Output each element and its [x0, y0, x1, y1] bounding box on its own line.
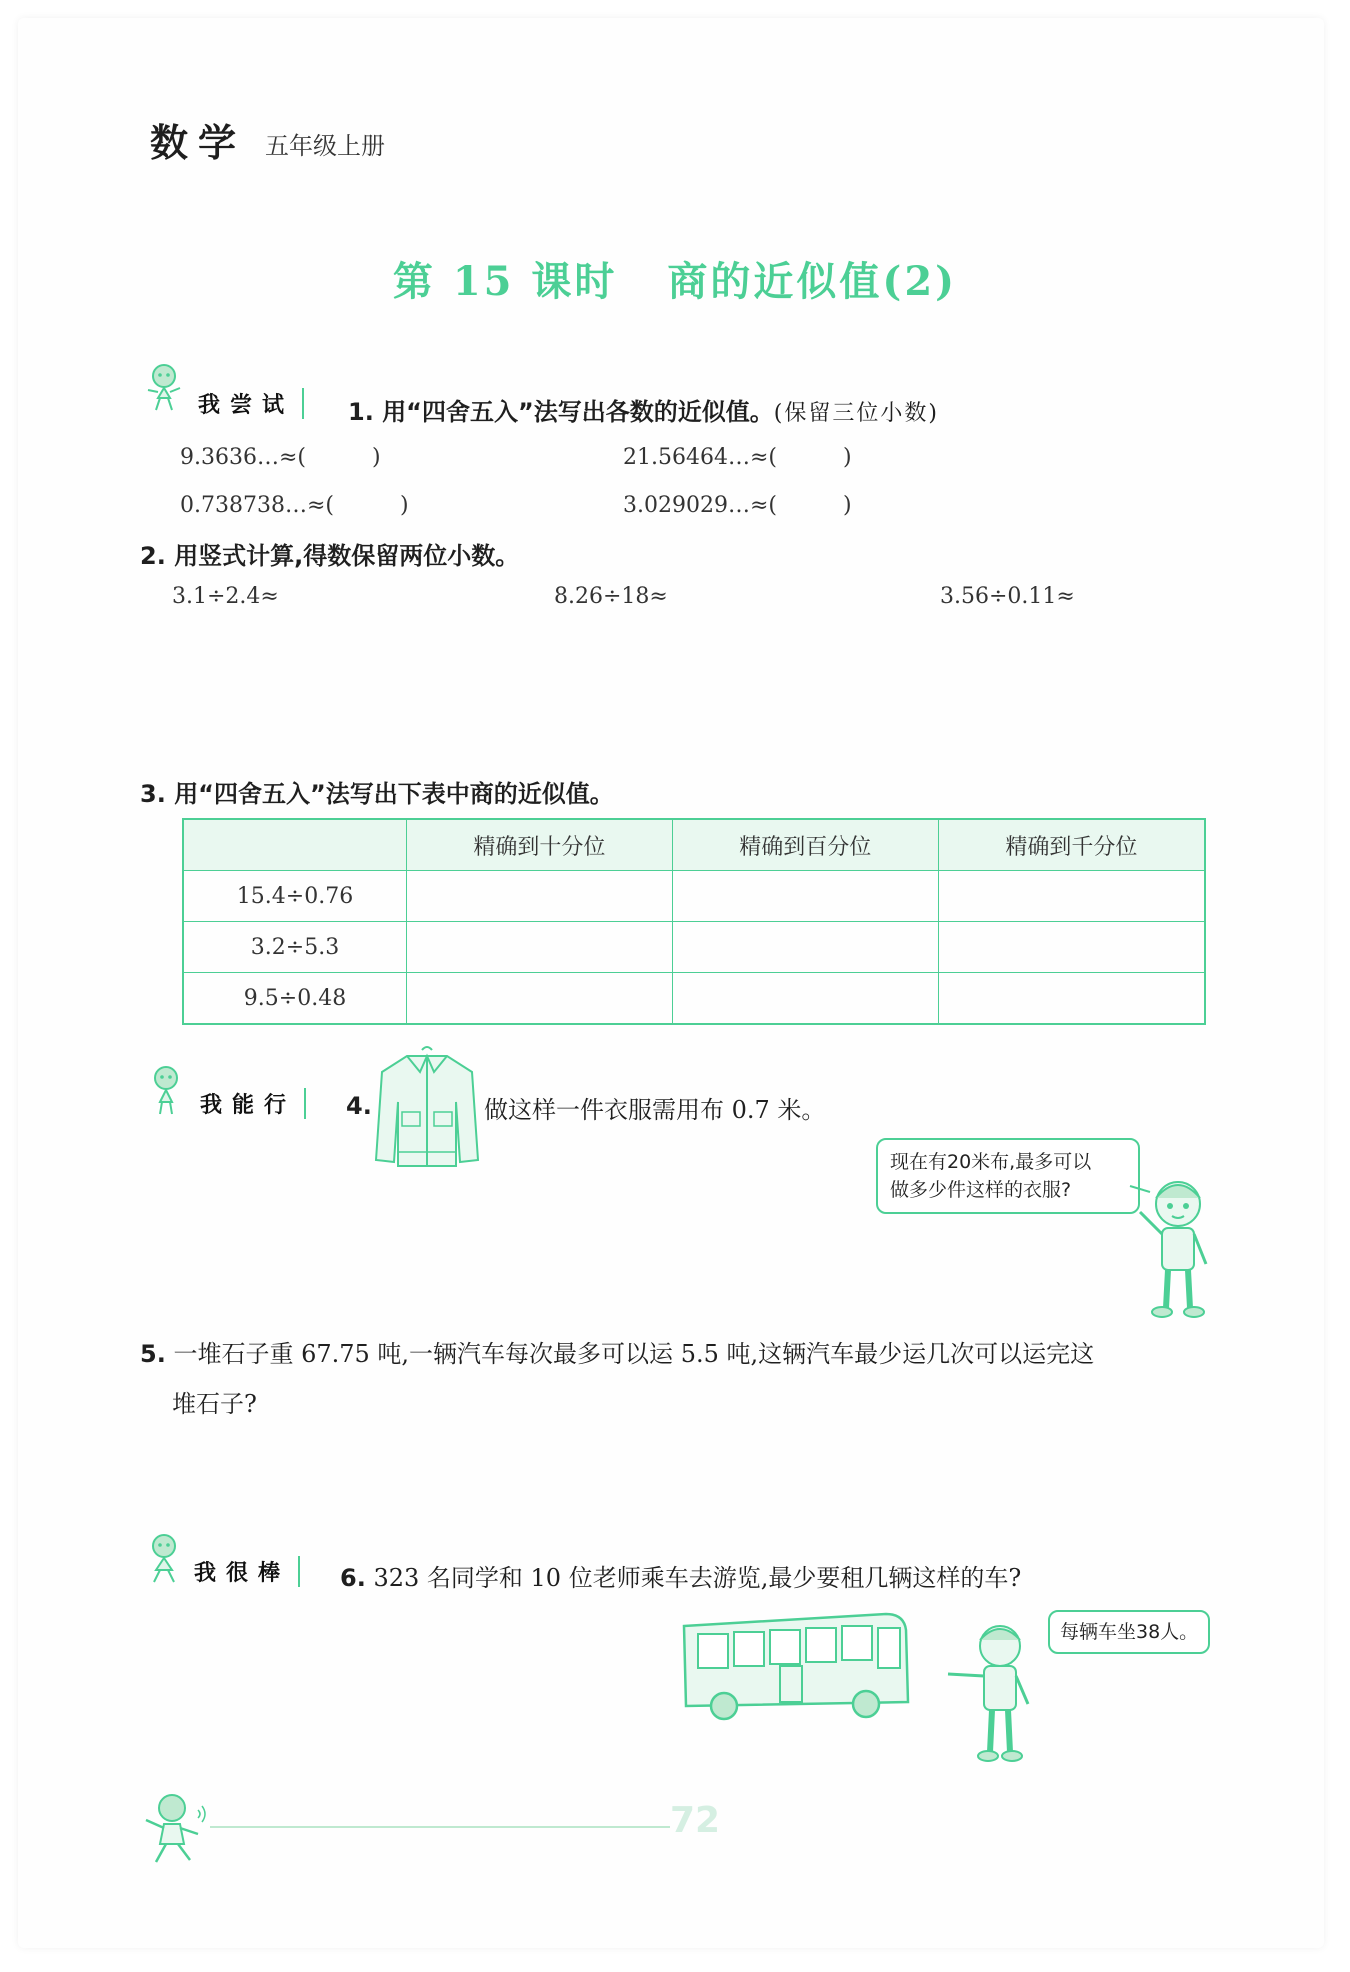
q1-item: 9.3636…≈( ) — [180, 445, 381, 470]
lesson-title — [0, 250, 1350, 307]
running-child-icon — [138, 1790, 208, 1866]
q6-speech-bubble: 每辆车坐38人。 — [1048, 1610, 1210, 1654]
table-header-cell: 精确到百分位 — [672, 819, 938, 871]
answer-cell[interactable] — [672, 871, 938, 922]
answer-cell[interactable] — [407, 922, 673, 973]
grade-subtitle: 五年级上册 — [265, 132, 385, 160]
row-expression: 3.2÷5.3 — [183, 922, 407, 973]
q5-number: 5. — [140, 1340, 166, 1368]
girl-mascot-icon — [140, 360, 188, 414]
boy-character-icon — [1126, 1172, 1226, 1322]
q5-line1: 一堆石子重 67.75 吨,一辆汽车每次最多可以运 5.5 吨,这辆汽车最少运几次可以运完这 — [173, 1340, 1095, 1368]
answer-cell[interactable] — [407, 871, 673, 922]
section-great-label: 我很棒 — [194, 1556, 300, 1587]
approximation-table — [182, 818, 1206, 1025]
answer-cell[interactable] — [938, 973, 1205, 1025]
answer-cell[interactable] — [407, 973, 673, 1025]
q2-expression: 3.56÷0.11≈ — [940, 584, 1075, 609]
lesson-topic: 商的近似值(2) — [667, 258, 958, 305]
q1-item: 21.56464…≈( ) — [623, 445, 852, 470]
table-row — [183, 973, 1205, 1025]
q4-text: 做这样一件衣服需用布 0.7 米。 — [484, 1096, 826, 1124]
q2-number: 2. — [140, 542, 166, 570]
footer-line — [210, 1826, 670, 1828]
q1-prompt — [348, 392, 939, 427]
q1-number: 1. — [348, 398, 374, 426]
q3-prompt — [140, 774, 614, 809]
lesson-number: 第 15 课时 — [392, 258, 618, 305]
q2-expression: 3.1÷2.4≈ — [172, 584, 279, 609]
answer-cell[interactable] — [938, 871, 1205, 922]
page-number: 72 — [670, 1800, 721, 1841]
q1-item: 0.738738…≈( ) — [180, 493, 409, 518]
q6-text: 323 名同学和 10 位老师乘车去游览,最少要租几辆这样的车? — [373, 1564, 1022, 1592]
row-expression: 15.4÷0.76 — [183, 871, 407, 922]
q3-text: 用“四舍五入”法写出下表中商的近似值。 — [174, 780, 614, 808]
table-row — [183, 922, 1205, 973]
bubble-line: 做多少件这样的衣服? — [890, 1179, 1072, 1201]
answer-cell[interactable] — [672, 973, 938, 1025]
student-pointing-icon — [942, 1616, 1042, 1766]
q5-line2: 堆石子? — [172, 1390, 257, 1418]
answer-cell[interactable] — [938, 922, 1205, 973]
q2-text: 用竖式计算,得数保留两位小数。 — [174, 542, 520, 570]
answer-cell[interactable] — [672, 922, 938, 973]
subject-logo: 数学 — [150, 112, 246, 167]
bus-icon — [676, 1606, 916, 1726]
girl-mascot-icon — [140, 1530, 188, 1584]
girl-mascot-icon — [142, 1062, 190, 1116]
table-header-row — [183, 819, 1205, 871]
q6-number: 6. — [340, 1564, 366, 1592]
q2-prompt — [140, 536, 519, 571]
q4-number: 4. — [346, 1092, 372, 1120]
q5-question — [140, 1334, 1230, 1369]
q3-number: 3. — [140, 780, 166, 808]
q4-speech-bubble — [876, 1138, 1140, 1214]
table-row — [183, 871, 1205, 922]
q1-text: 用“四舍五入”法写出各数的近似值。 — [382, 398, 774, 426]
q1-note: (保留三位小数) — [773, 401, 939, 426]
q1-item: 3.029029…≈( ) — [623, 493, 852, 518]
section-can-label: 我能行 — [200, 1088, 306, 1119]
bubble-line: 现在有20米布,最多可以 — [890, 1151, 1092, 1173]
jacket-icon — [372, 1042, 482, 1172]
table-header-cell — [183, 819, 407, 871]
q2-expression: 8.26÷18≈ — [554, 584, 668, 609]
row-expression: 9.5÷0.48 — [183, 973, 407, 1025]
section-try-label: 我尝试 — [198, 388, 304, 419]
table-header-cell: 精确到千分位 — [938, 819, 1205, 871]
table-header-cell: 精确到十分位 — [407, 819, 673, 871]
q6-question — [340, 1558, 1021, 1593]
